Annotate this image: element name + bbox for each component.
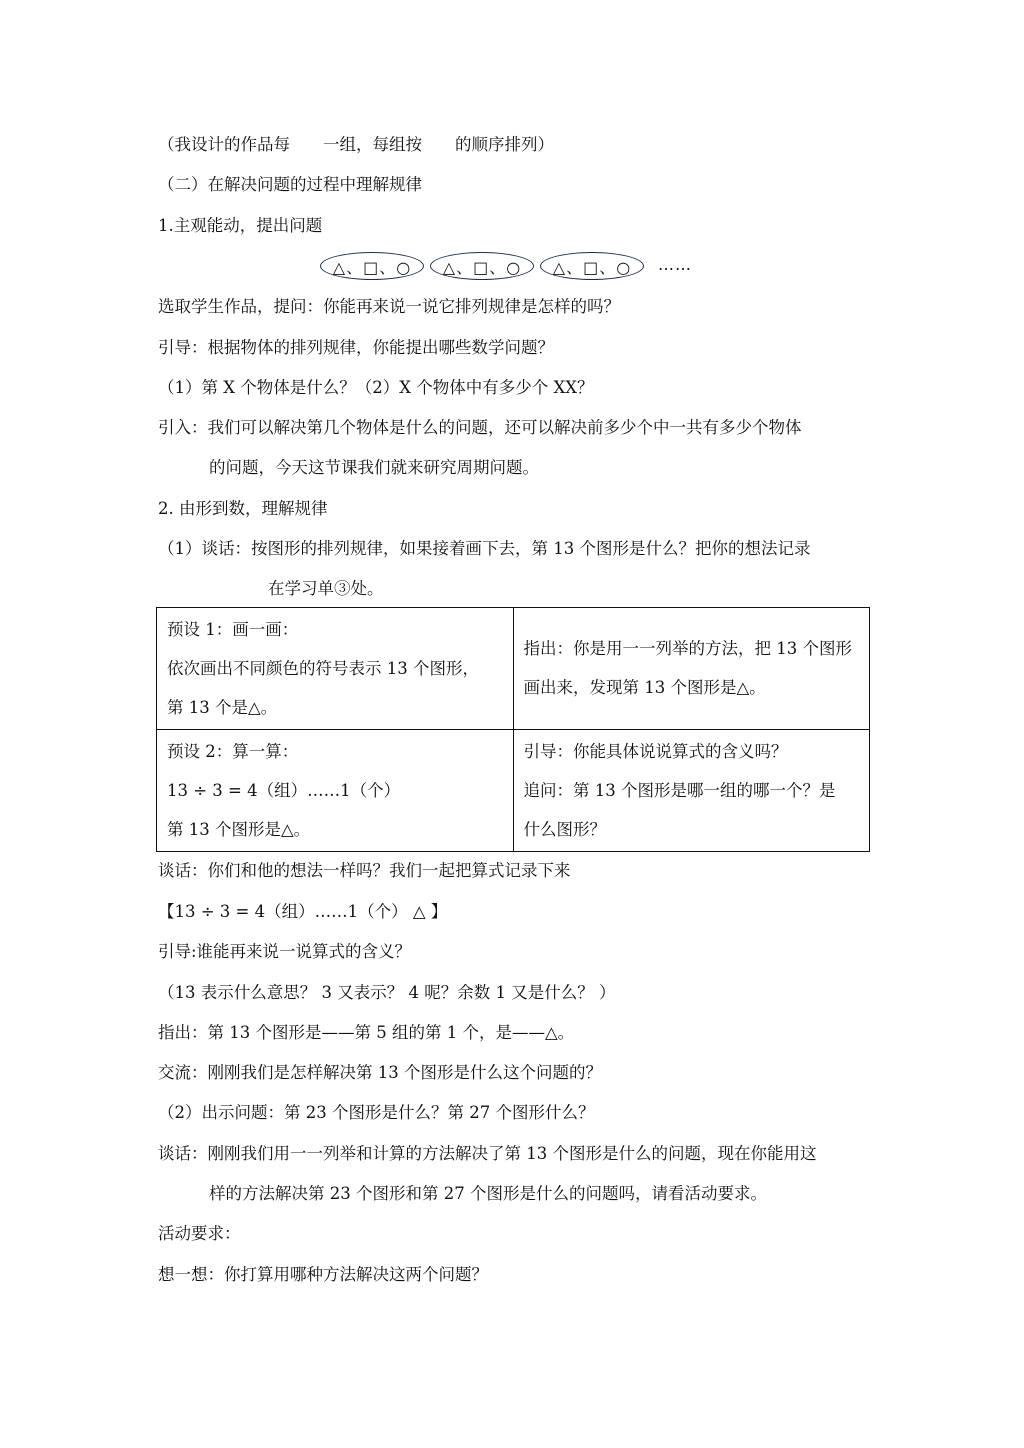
paragraph: 指出：第 13 个图形是——第 5 组的第 1 个，是——△。 bbox=[158, 1023, 575, 1042]
paragraph: 在学习单③处。 bbox=[268, 579, 384, 598]
paragraph: （13 表示什么意思？ 3 又表示？ 4 呢？余数 1 又是什么？ ） bbox=[158, 983, 616, 1002]
paragraph: （1）谈话：按图形的排列规律，如果接着画下去，第 13 个图形是什么？把你的想法记录 bbox=[158, 539, 811, 558]
section-heading: （二）在解决问题的过程中理解规律 bbox=[158, 175, 422, 194]
cell-line: 画出来，发现第 13 个图形是△。 bbox=[523, 678, 766, 697]
pattern-ellipsis: …… bbox=[658, 255, 692, 274]
cell-line: 13 ÷ 3 = 4（组）……1（个） bbox=[167, 781, 401, 800]
table-cell bbox=[513, 608, 870, 730]
cell-line: 引导：你能具体说说算式的含义吗？ bbox=[523, 742, 788, 761]
paragraph: 样的方法解决第 23 个图形和第 27 个图形是什么的问题吗，请看活动要求。 bbox=[209, 1184, 767, 1203]
table-cell bbox=[513, 730, 870, 852]
cell-line: 什么图形？ bbox=[523, 820, 606, 839]
design-note: （我设计的作品每 一组，每组按 的顺序排列） bbox=[158, 135, 554, 154]
table-cell bbox=[157, 730, 514, 852]
cell-line: 追问：第 13 个图形是哪一组的哪一个？是 bbox=[523, 781, 836, 800]
pattern-group-label: △、□、○ bbox=[552, 257, 632, 277]
paragraph: 谈话：刚刚我们用一一列举和计算的方法解决了第 13 个图形是什么的问题，现在你能用这 bbox=[158, 1144, 817, 1163]
paragraph: 引入：我们可以解决第几个物体是什么的问题，还可以解决前多少个中一共有多少个物体 bbox=[158, 418, 802, 437]
pattern-group-3 bbox=[540, 252, 644, 280]
pattern-group-label: △、□、○ bbox=[332, 257, 412, 277]
paragraph: 想一想：你打算用哪种方法解决这两个问题？ bbox=[158, 1265, 488, 1284]
paragraph: 交流：刚刚我们是怎样解决第 13 个图形是什么这个问题的？ bbox=[158, 1063, 602, 1082]
subsection-heading: 1.主观能动，提出问题 bbox=[158, 216, 323, 235]
equation: 【13 ÷ 3 = 4（组）……1（个） △ 】 bbox=[158, 902, 448, 921]
shape-pattern-groups bbox=[320, 252, 720, 282]
paragraph: （1）第 X 个物体是什么？（2）X 个物体中有多少个 XX？ bbox=[158, 378, 594, 397]
pattern-group-label: △、□、○ bbox=[442, 257, 522, 277]
subsection-heading: 2. 由形到数，理解规律 bbox=[158, 499, 328, 518]
paragraph: 的问题，今天这节课我们就来研究周期问题。 bbox=[209, 458, 539, 477]
cell-line: 第 13 个图形是△。 bbox=[167, 820, 311, 839]
cell-line: 预设 2：算一算： bbox=[167, 742, 299, 761]
pattern-group-2 bbox=[430, 252, 534, 280]
cell-line: 指出：你是用一一列举的方法，把 13 个图形 bbox=[523, 639, 852, 658]
cell-line: 预设 1：画一画： bbox=[167, 620, 299, 639]
cell-line: 第 13 个是△。 bbox=[167, 698, 278, 717]
paragraph: 谈话：你们和他的想法一样吗？我们一起把算式记录下来 bbox=[158, 861, 571, 880]
pattern-group-1 bbox=[320, 252, 424, 280]
paragraph: 活动要求： bbox=[158, 1224, 241, 1243]
paragraph: （2）出示问题：第 23 个图形是什么？第 27 个图形什么？ bbox=[158, 1103, 595, 1122]
paragraph: 引导：根据物体的排列规律，你能提出哪些数学问题？ bbox=[158, 338, 554, 357]
table-cell bbox=[157, 608, 514, 730]
paragraph: 引导:谁能再来说一说算式的含义？ bbox=[158, 942, 412, 961]
method-table bbox=[156, 607, 870, 852]
cell-line: 依次画出不同颜色的符号表示 13 个图形， bbox=[167, 659, 479, 678]
paragraph: 选取学生作品，提问：你能再来说一说它排列规律是怎样的吗？ bbox=[158, 297, 620, 316]
